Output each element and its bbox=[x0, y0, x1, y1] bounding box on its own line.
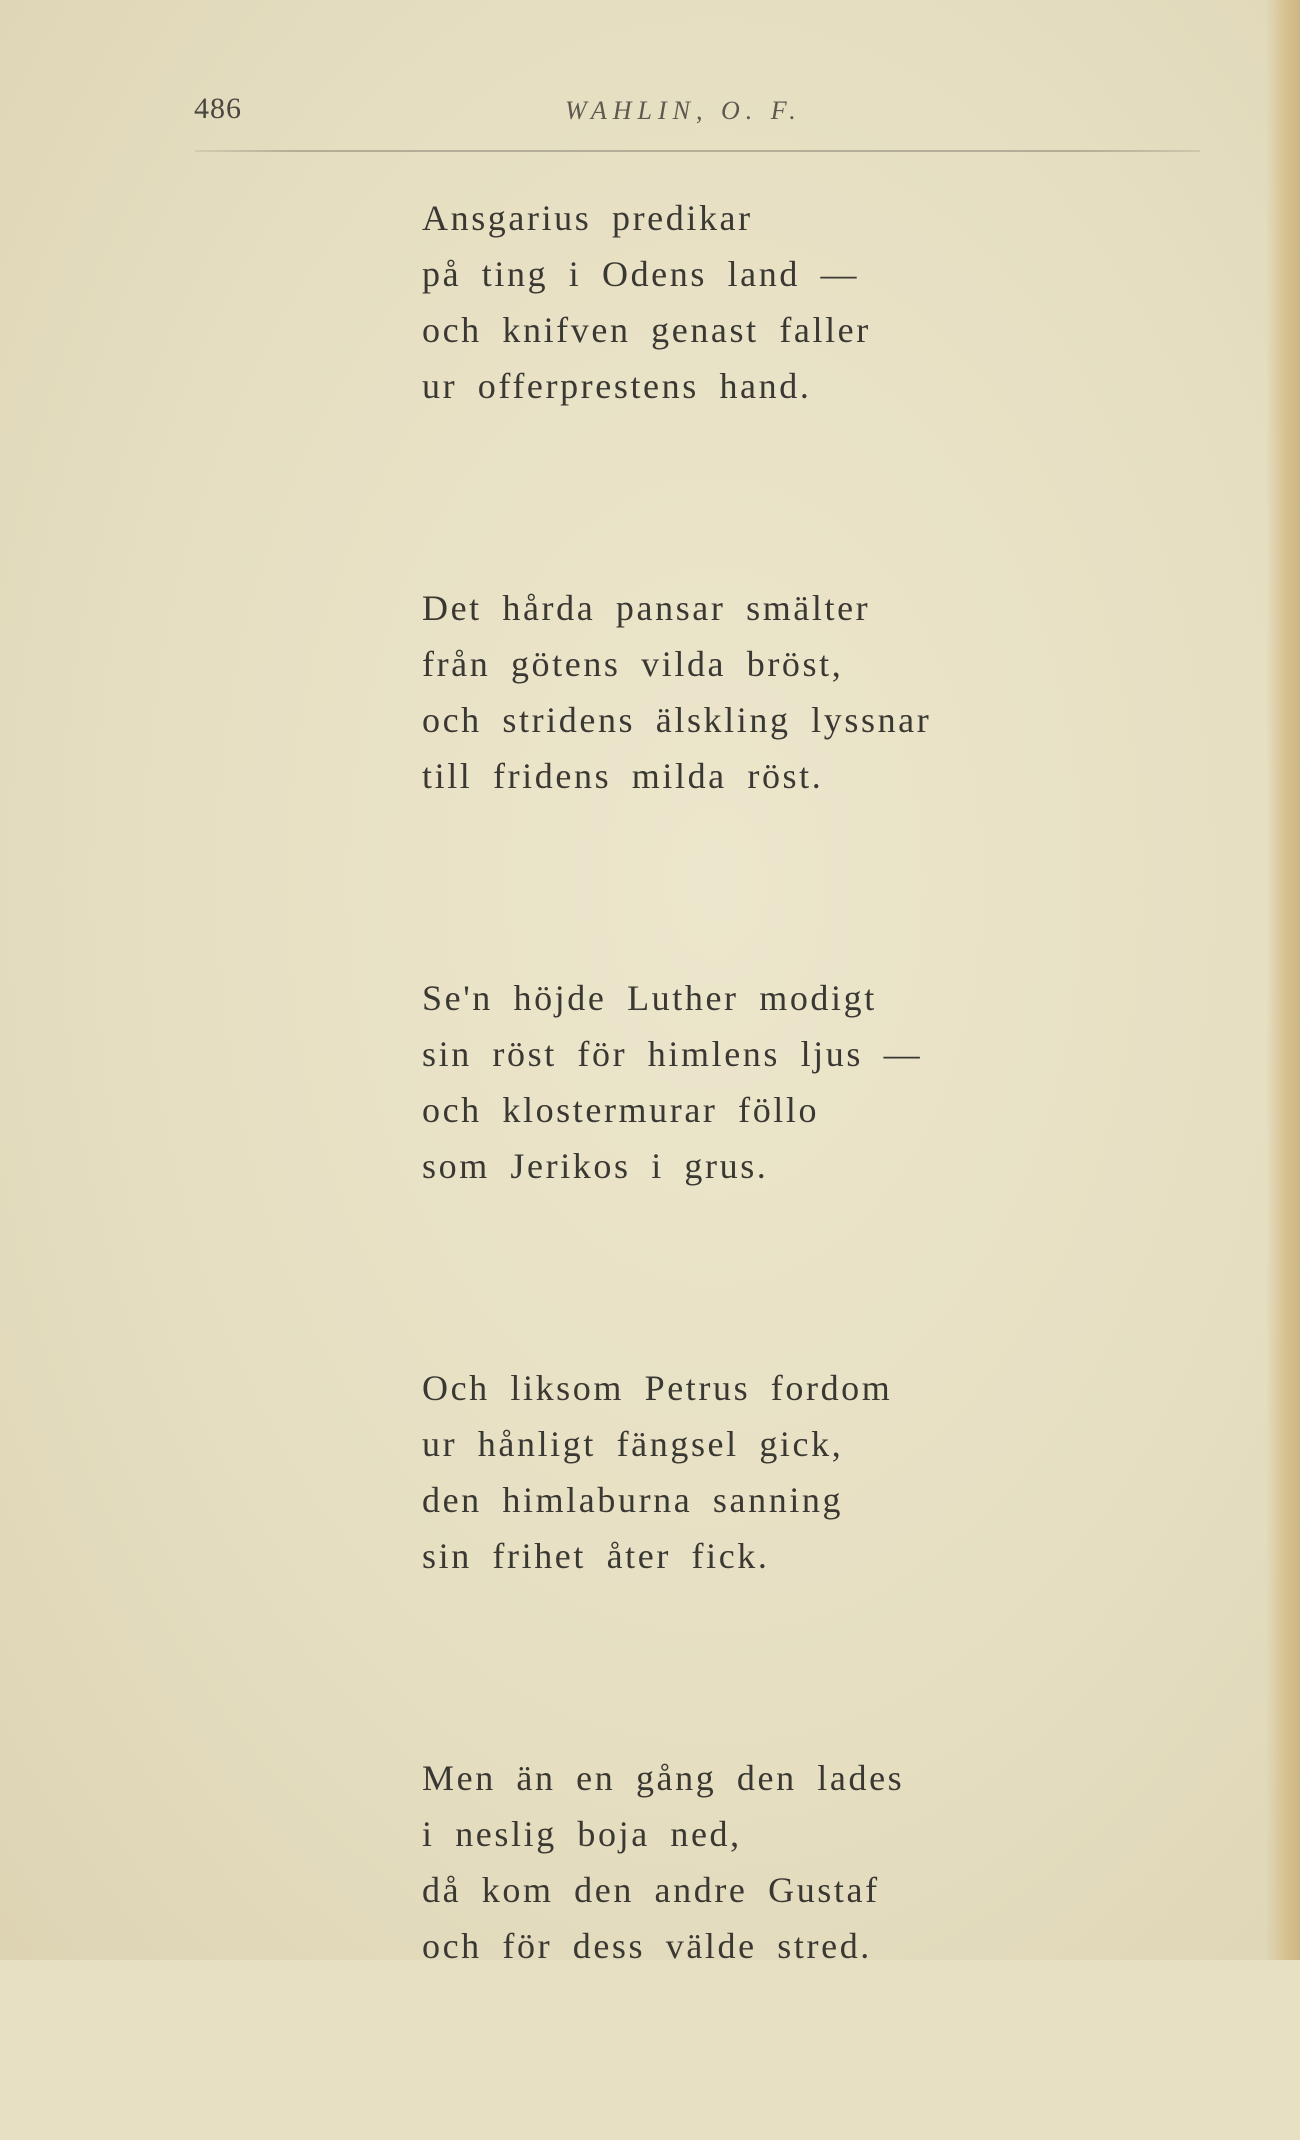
running-head: WAHLIN, O. F. bbox=[565, 96, 802, 125]
poem-line: sin frihet åter fick. bbox=[422, 1536, 770, 1576]
stanza-3 bbox=[422, 970, 1022, 1194]
poem-line: Men än en gång den lades bbox=[422, 1758, 905, 1798]
poem-line: och knifven genast faller bbox=[422, 310, 871, 350]
poem-line: Det hårda pansar smälter bbox=[422, 588, 871, 628]
poem-line: i neslig boja ned, bbox=[422, 1814, 742, 1854]
stanza-5 bbox=[422, 1750, 1022, 1974]
poem-line: från götens vilda bröst, bbox=[422, 644, 844, 684]
stanza-2 bbox=[422, 580, 1022, 804]
poem-line: och stridens älskling lyssnar bbox=[422, 700, 932, 740]
poem-line: sin röst för himlens ljus — bbox=[422, 1034, 923, 1074]
poem-line: på ting i Odens land — bbox=[422, 254, 860, 294]
poem-line: Och liksom Petrus fordom bbox=[422, 1368, 893, 1408]
poem-line: och klostermurar föllo bbox=[422, 1090, 820, 1130]
poem-line: Se'n höjde Luther modigt bbox=[422, 978, 877, 1018]
page-number: 486 bbox=[194, 92, 242, 125]
stanza-4 bbox=[422, 1360, 1022, 1584]
poem-line: då kom den andre Gustaf bbox=[422, 1870, 880, 1910]
poem-line: ur offerprestens hand. bbox=[422, 366, 812, 406]
poem bbox=[422, 190, 1022, 2140]
header-rule bbox=[195, 150, 1200, 152]
poem-line: ur hånligt fängsel gick, bbox=[422, 1424, 844, 1464]
poem-line: Ansgarius predikar bbox=[422, 198, 753, 238]
poem-line: och för dess välde stred. bbox=[422, 1926, 872, 1966]
poem-line: den himlaburna sanning bbox=[422, 1480, 844, 1520]
poem-line: som Jerikos i grus. bbox=[422, 1146, 769, 1186]
stanza-1 bbox=[422, 190, 1022, 414]
page-edge-shadow bbox=[1266, 0, 1300, 1960]
poem-line: till fridens milda röst. bbox=[422, 756, 824, 796]
